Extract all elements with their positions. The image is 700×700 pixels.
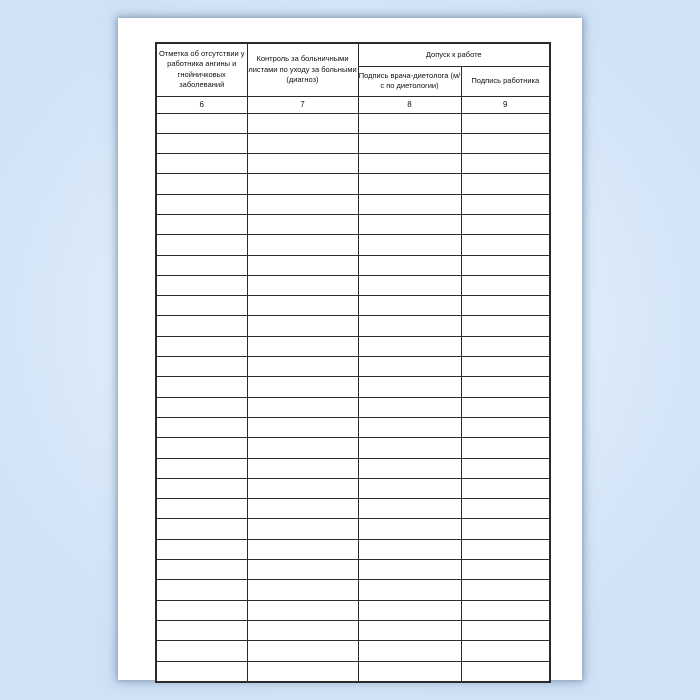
registry-form-table — [155, 42, 551, 683]
table-cell — [156, 377, 247, 397]
table-cell — [358, 438, 461, 458]
table-cell — [156, 417, 247, 437]
table-cell — [358, 417, 461, 437]
table-cell — [358, 641, 461, 661]
column-header-9: Подпись работника — [461, 66, 550, 96]
column-number-6: 6 — [156, 96, 247, 113]
table-cell — [156, 174, 247, 194]
table-cell — [156, 113, 247, 133]
table-cell — [358, 600, 461, 620]
table-row — [156, 499, 550, 519]
table-cell — [461, 214, 550, 234]
table-row — [156, 560, 550, 580]
table-cell — [247, 539, 358, 559]
table-cell — [156, 336, 247, 356]
table-cell — [156, 397, 247, 417]
table-cell — [461, 499, 550, 519]
table-cell — [358, 214, 461, 234]
table-cell — [358, 357, 461, 377]
table-cell — [247, 357, 358, 377]
table-row — [156, 600, 550, 620]
table-cell — [156, 458, 247, 478]
table-row — [156, 154, 550, 174]
column-number-9: 9 — [461, 96, 550, 113]
table-cell — [461, 235, 550, 255]
table-cell — [358, 458, 461, 478]
table-cell — [461, 478, 550, 498]
table-cell — [247, 478, 358, 498]
table-cell — [156, 296, 247, 316]
table-cell — [461, 174, 550, 194]
table-row — [156, 316, 550, 336]
table-cell — [461, 458, 550, 478]
table-cell — [358, 377, 461, 397]
table-cell — [461, 133, 550, 153]
table-row — [156, 661, 550, 682]
table-cell — [156, 133, 247, 153]
table-cell — [461, 661, 550, 682]
table-cell — [247, 499, 358, 519]
table-row — [156, 194, 550, 214]
table-cell — [461, 194, 550, 214]
table-cell — [461, 417, 550, 437]
table-cell — [156, 641, 247, 661]
table-cell — [156, 499, 247, 519]
table-cell — [156, 154, 247, 174]
table-cell — [247, 255, 358, 275]
table-row — [156, 174, 550, 194]
table-cell — [247, 194, 358, 214]
table-cell — [358, 539, 461, 559]
table-row — [156, 397, 550, 417]
table-row — [156, 336, 550, 356]
table-cell — [461, 154, 550, 174]
table-cell — [156, 478, 247, 498]
table-cell — [247, 174, 358, 194]
table-cell — [156, 438, 247, 458]
table-cell — [247, 417, 358, 437]
table-cell — [156, 255, 247, 275]
table-cell — [358, 194, 461, 214]
table-cell — [247, 641, 358, 661]
table-row — [156, 458, 550, 478]
column-header-6: Отметка об отсутствии у работника ангины и гнойничковых заболеваний — [156, 43, 247, 96]
table-cell — [247, 214, 358, 234]
table-cell — [358, 499, 461, 519]
table-cell — [247, 519, 358, 539]
table-cell — [247, 296, 358, 316]
table-cell — [156, 661, 247, 682]
table-cell — [358, 661, 461, 682]
table-row — [156, 133, 550, 153]
table-cell — [358, 519, 461, 539]
table-cell — [358, 560, 461, 580]
table-row — [156, 214, 550, 234]
column-header-7: Контроль за больничными листами по уходу за больными (диагноз) — [247, 43, 358, 96]
table-cell — [358, 478, 461, 498]
table-cell — [247, 336, 358, 356]
table-cell — [247, 235, 358, 255]
table-cell — [461, 519, 550, 539]
table-row — [156, 438, 550, 458]
table-cell — [247, 438, 358, 458]
table-cell — [358, 235, 461, 255]
table-row — [156, 580, 550, 600]
table-cell — [247, 580, 358, 600]
table-row — [156, 235, 550, 255]
column-number-7: 7 — [247, 96, 358, 113]
table-row — [156, 519, 550, 539]
table-cell — [461, 641, 550, 661]
table-body — [156, 113, 550, 682]
table-row — [156, 357, 550, 377]
table-cell — [156, 620, 247, 640]
table-cell — [461, 580, 550, 600]
table-cell — [461, 336, 550, 356]
table-cell — [461, 316, 550, 336]
table-row — [156, 296, 550, 316]
table-row — [156, 539, 550, 559]
table-cell — [358, 580, 461, 600]
table-row — [156, 417, 550, 437]
table-cell — [156, 560, 247, 580]
table-cell — [247, 600, 358, 620]
table-cell — [156, 275, 247, 295]
table-cell — [156, 600, 247, 620]
table-cell — [358, 174, 461, 194]
table-cell — [156, 194, 247, 214]
table-cell — [247, 113, 358, 133]
table-cell — [461, 296, 550, 316]
column-header-8: Подпись врача-диетолога (м/с по диетологии) — [358, 66, 461, 96]
table-cell — [358, 275, 461, 295]
table-cell — [358, 133, 461, 153]
table-cell — [358, 296, 461, 316]
table-cell — [358, 154, 461, 174]
table-cell — [247, 154, 358, 174]
table-cell — [461, 560, 550, 580]
table-cell — [247, 316, 358, 336]
table-cell — [358, 620, 461, 640]
table-cell — [247, 620, 358, 640]
table-cell — [156, 235, 247, 255]
table-cell — [461, 113, 550, 133]
header-row — [156, 43, 550, 66]
table-cell — [358, 397, 461, 417]
table-cell — [358, 316, 461, 336]
table-cell — [461, 620, 550, 640]
table-row — [156, 113, 550, 133]
table-row — [156, 641, 550, 661]
table-cell — [461, 357, 550, 377]
table-cell — [461, 275, 550, 295]
column-number-8: 8 — [358, 96, 461, 113]
group-header-admission: Допуск к работе — [358, 43, 550, 66]
table-cell — [247, 377, 358, 397]
table-row — [156, 478, 550, 498]
table-cell — [461, 255, 550, 275]
table-cell — [461, 377, 550, 397]
table-cell — [156, 519, 247, 539]
table-row — [156, 275, 550, 295]
table-row — [156, 620, 550, 640]
table-cell — [461, 600, 550, 620]
table-row — [156, 377, 550, 397]
table-cell — [247, 275, 358, 295]
document-sheet — [118, 18, 582, 680]
table-row — [156, 255, 550, 275]
table-cell — [156, 539, 247, 559]
table-cell — [247, 397, 358, 417]
table-cell — [156, 580, 247, 600]
table-cell — [461, 438, 550, 458]
table-cell — [247, 560, 358, 580]
table-cell — [247, 458, 358, 478]
table-cell — [461, 539, 550, 559]
table-cell — [461, 397, 550, 417]
table-cell — [358, 336, 461, 356]
table-cell — [358, 255, 461, 275]
table-cell — [156, 316, 247, 336]
table-cell — [156, 357, 247, 377]
table-cell — [358, 113, 461, 133]
table-cell — [156, 214, 247, 234]
column-number-row — [156, 96, 550, 113]
table-cell — [247, 661, 358, 682]
table-cell — [247, 133, 358, 153]
